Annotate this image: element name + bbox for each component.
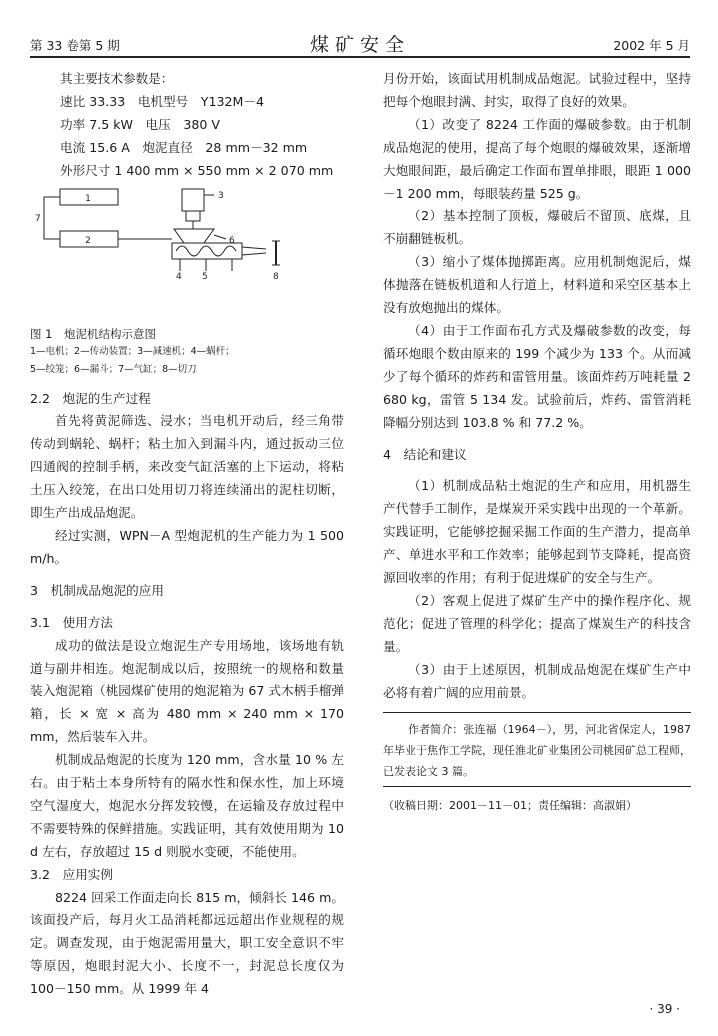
fig-label-8: 8 bbox=[273, 271, 279, 282]
list-item: （3）缩小了煤体抛掷距离。应用机制炮泥后，煤体抛落在链板机道和人行道上，材料道和采空区基本上没有放炮抛出的煤体。 bbox=[383, 254, 691, 316]
received-date: （收稿日期：2001－11－01；责任编辑：高淑娟） bbox=[383, 799, 637, 813]
paragraph: 成功的做法是设立炮泥生产专用场地，该场地有轨道与副井相连。炮泥制成以后，按照统一的规格和数量装入炮泥箱（桃园煤矿使用的炮泥箱为 67 式木柄手榴弹箱，长 × 宽 × 高为 480 mm × 240 mm × 170 mm，然后装车入井。 bbox=[30, 637, 344, 745]
paragraph: 月份开始，该面试用机制成品炮泥。试验过程中，坚持把每个炮眼封满、封实，取得了良好的效果。 bbox=[383, 71, 691, 109]
reducer-box bbox=[182, 189, 204, 211]
spec-line: 功率 7.5 kW 电压 380 V bbox=[60, 116, 220, 132]
spec-intro: 其主要技术参数是： bbox=[60, 71, 174, 86]
paragraph: 经过实测，WPN－A 型炮泥机的生产能力为 1 500 m/h。 bbox=[30, 527, 344, 566]
section-heading: 4 结论和建议 bbox=[383, 446, 467, 462]
list-item: （2）客观上促进了煤矿生产中的操作程序化、规范化；促进了管理的科学化；提高了煤炭生产的科技含量。 bbox=[383, 592, 691, 654]
fig-label-7: 7 bbox=[35, 213, 41, 224]
figure-schematic bbox=[30, 183, 344, 325]
author-bio: 作者简介：张连福（1964－），男，河北省保定人，1987 年毕业于焦作工学院，现任淮北矿业集团公司桃园矿总工程师，已发表论文 3 篇。 bbox=[383, 723, 691, 779]
fig-label-2: 2 bbox=[85, 235, 91, 246]
paragraph: 首先将黄泥筛选、浸水；当电机开动后，经三角带传动到蜗轮、蜗杆；粘土加入到漏斗内，通过扳动三位四通阀的控制手柄，来改变气缸活塞的上下运动，将粘土压入绞笼，在出口处用切刀将连续涌出的泥柱切断，即生产出成品炮泥。 bbox=[30, 413, 344, 521]
subsection-heading: 3.2 应用实例 bbox=[30, 866, 113, 882]
list-item: （4）由于工作面布孔方式及爆破参数的改变，每循环炮眼个数由原来的 199 个减少为 133 个。从而减少了每个循环的炸药和雷管用量。该面炸药万吨耗量 2 680 kg，雷管 5 134 发。试验前后，炸药、雷管消耗降幅分别达到 103.8 % 和 77.2 %。 bbox=[383, 322, 691, 430]
right-column bbox=[383, 68, 691, 818]
subsection-heading: 3.1 使用方法 bbox=[30, 614, 113, 630]
issue-date: 2002 年 5 月 bbox=[613, 38, 690, 53]
fig-label-5: 5 bbox=[202, 271, 208, 282]
issue-label: 第 33 卷第 5 期 bbox=[30, 38, 120, 53]
fig-label-3: 3 bbox=[218, 190, 224, 201]
figure-legend: 5—绞笼；6—漏斗；7—气缸；8—切刀 bbox=[30, 363, 197, 375]
spec-line: 速比 33.33 电机型号 Y132M－4 bbox=[60, 93, 265, 109]
fig-label-1: 1 bbox=[85, 193, 91, 204]
received-rule bbox=[383, 786, 691, 795]
header-rule bbox=[30, 56, 690, 58]
list-item: （1）机制成品粘土炮泥的生产和应用，用机器生产代替手工制作，是煤炭开采实践中出现的一个革新。实践证明，它能够挖掘采掘工作面的生产潜力，提高单产、单进水平和工作效率；能够起到节支降耗，提高资源回收率的作用；有利于促进煤矿的安全与生产。 bbox=[383, 478, 691, 586]
paragraph: 8224 回采工作面走向长 815 m，倾斜长 146 m。该面投产后，每月火工品消耗都远远超出作业规程的规定。调查发现，由于炮泥需用量大，职工安全意识不牢等原因，炮眼封泥大小、长度不一，封泥总长度仅为 100－150 mm。从 1999 年 4 bbox=[30, 889, 344, 997]
journal-title: 煤矿安全 bbox=[309, 34, 410, 56]
bio-rule bbox=[383, 712, 691, 719]
page-number: · 39 · bbox=[649, 1002, 680, 1016]
left-column bbox=[30, 68, 344, 1001]
spec-line: 外形尺寸 1 400 mm × 550 mm × 2 070 mm bbox=[60, 162, 334, 178]
section-heading: 3 机制成品炮泥的应用 bbox=[30, 582, 164, 598]
fig-label-4: 4 bbox=[176, 271, 182, 282]
spec-line: 电流 15.6 A 炮泥直径 28 mm－32 mm bbox=[60, 139, 308, 155]
fig-label-6: 6 bbox=[229, 235, 235, 246]
paragraph: 机制成品炮泥的长度为 120 mm，含水量 10 % 左右。由于粘土本身所特有的隔水性和保水性，加上环境空气湿度大，炮泥水分挥发较慢，在运输及存放过程中不需要特殊的保鲜措施。实践证明，其有效使用期为 10 d 左右，存放超过 15 d 则脱水变硬，不能使用。 bbox=[30, 752, 344, 859]
running-header bbox=[30, 30, 690, 54]
figure-legend: 1—电机；2—传动装置；3—减速机；4—蜗杆； bbox=[30, 345, 235, 357]
section-heading: 2.2 炮泥的生产过程 bbox=[30, 390, 151, 406]
figure-caption: 图 1 炮泥机结构示意图 bbox=[30, 326, 156, 341]
mud-machine-diagram bbox=[30, 183, 344, 325]
list-item: （1）改变了 8224 工作面的爆破参数。由于机制成品炮泥的使用，提高了每个炮眼的爆破效果，逐渐增大炮眼间距，最后确定工作面布置单排眼，眼距 1 000－1 200 mm，每眼装药量 525 g。 bbox=[383, 116, 691, 201]
list-item: （3）由于上述原因，机制成品炮泥在煤矿生产中必将有着广阔的应用前景。 bbox=[383, 661, 691, 700]
list-item: （2）基本控制了顶板，爆破后不留顶、底煤，且不崩翻链板机。 bbox=[383, 208, 691, 247]
